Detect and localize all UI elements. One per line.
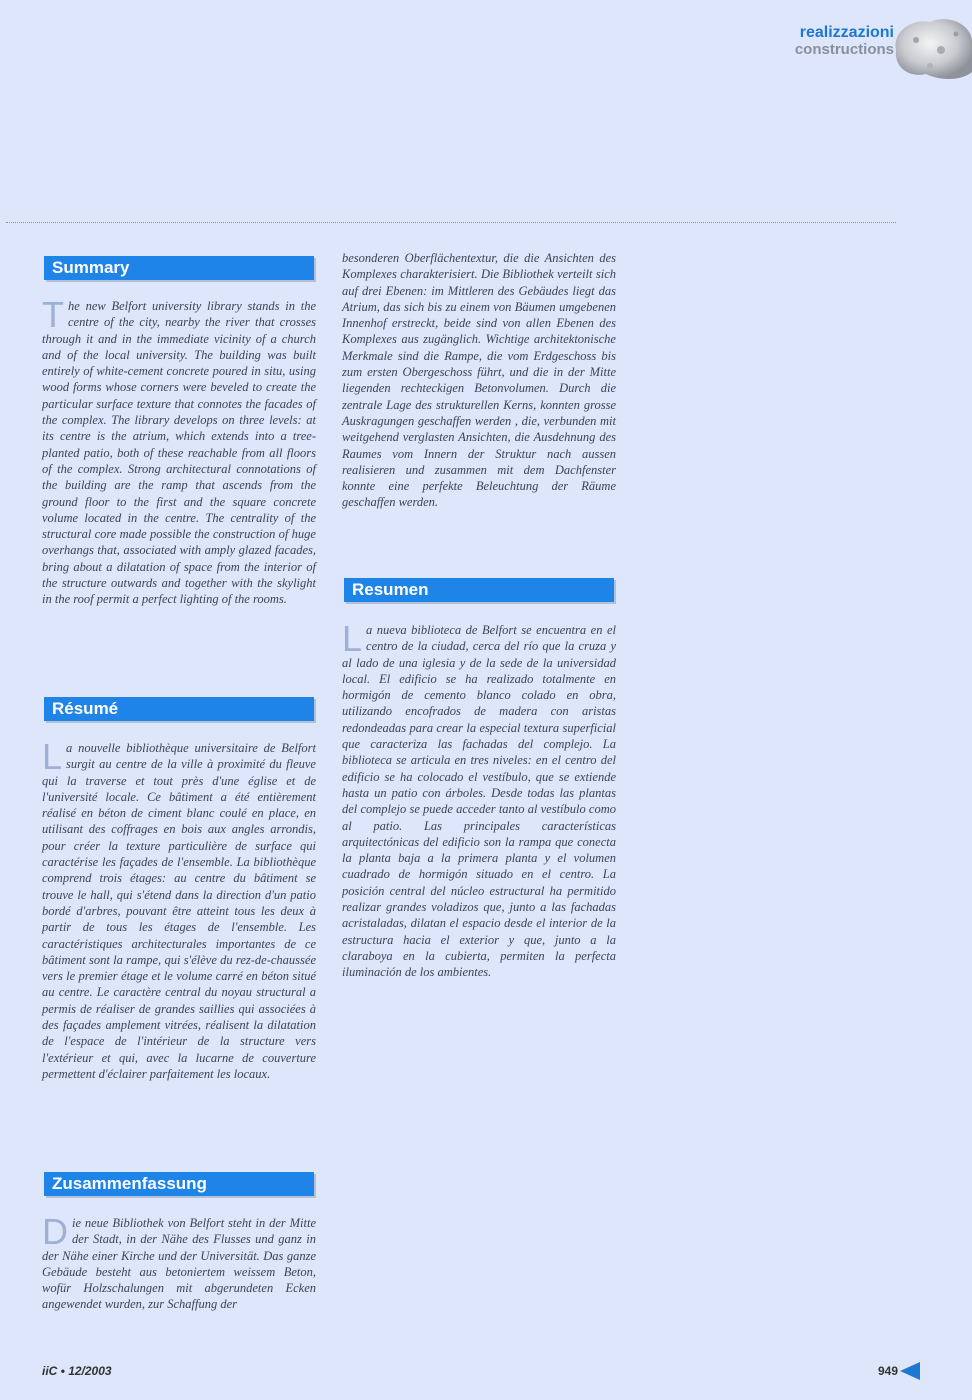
resume-body [42,736,316,1082]
resumen-heading: Resumen [344,578,614,602]
section-tag [795,24,894,58]
resumen-text: a nueva biblioteca de Belfort se encuentra en el centro de la ciudad, cerca del río que la cruza y al lado de una iglesia y de la sede de la universidad local. El edificio se ha realizado totalmente en hormigón de cemento blanco colado en obra, utilizando encofrados de madera con aristas redondeadas para crear la especial textura superficial que caracteriza las fachadas del complejo. La biblioteca se articula en tres niveles: en el centro del edificio se ha colocado el vestíbulo, que se extiende hasta un patio con árboles. Desde todas las plantas del complejo se puede acceder tanto al vestíbulo como al patio. Las principales características arquitectónicas del edificio son la rampa que conecta la planta baja a la primera planta y el volumen cuadrado de hormigón situado en el centro. La posición central del núcleo estructural ha permitido realizar grandes voladizos que, junto a las fachadas acristaladas, dilatan el espacio desde el interior de la estructura hacia el exterior y que, junto a la claraboya en la cubierta, permiten la perfecta iluminación de los ambientes. [342,623,616,980]
resumen-body [342,618,616,981]
zusammenfassung-body [42,1211,316,1313]
page-arrow-icon [900,1362,920,1380]
resume-heading: Résumé [44,697,314,721]
summary-text: he new Belfort university library stands in the centre of the city, nearby the river that crosses through it and in the immediate vicinity of a church and of the local university. The building was built entirely of white-cement concrete poured in situ, using wood forms whose corners were beveled to create the particular surface texture that connotes the facades of the complex. The library develops on three levels: at its centre is the atrium, which extends into a tree-planted patio, both of these reachable from all floors of the complex. Strong architectural connotations of the building are the ramp that ascends from the ground floor to the first and the square concrete volume located in the centre. The centrality of the structural core made possible the construction of huge overhangs that, associated with amply glazed facades, bring about a dilatation of space from the interior of the structure outwards and together with the skylight in the roof permit a perfect lighting of the rooms. [42,299,316,607]
journal-issue: iiC • 12/2003 [42,1364,112,1378]
header-divider [6,222,896,223]
zusammenfassung-heading: Zusammenfassung [44,1172,314,1196]
resumen-dropcap: L [342,618,363,659]
summary-body [42,294,316,608]
resume-text: a nouvelle bibliothèque universitaire de Belfort surgit au centre de la ville à proximité du fleuve qui la traverse et tout près d'une église et de l'université locale. Ce bâtiment a été entièrement réalisé en béton de ciment blanc coulé en place, en utilisant des coffrages en bois aux angles arrondis, pour créer la texture particulière de surface qui caractérise les façades de l'ensemble. La bibliothèque comprend trois étages: au centre du bâtiment se trouve le hall, qui s'étend dans la direction d'un patio bordé d'arbres, pouvant être atteint tous les deux à partir de tous les étages de l'ensemble. Les caractéristiques architecturales importantes de ce bâtiment sont la rampe, qui s'élève du rez-de-chaussée vers le premier étage et le volume carré en béton situé au centre. Le caractère central du noyau structural a permis de réaliser de grandes saillies qui associées à des façades amplement vitrées, réalisent la dilatation de l'espace de l'intérieur de la structure vers l'extérieur et qui, avec la lucarne de couverture permettent d'éclairer parfaitement les locaux. [42,741,316,1081]
summary-dropcap: T [42,294,64,335]
page-number: 949 [877,1364,898,1378]
zusammenfassung-text: ie neue Bibliothek von Belfort steht in der Mitte der Stadt, in der Nähe des Flusses und ganz in der Nähe einer Kirche und der Universität. Das ganze Gebäude besteht aus betoniertem weissem Beton, wofür Holzschalungen mit abgerundeten Ecken angewendet wurden, zur Schaffung der [42,1216,316,1312]
stone-illustration [886,10,972,84]
summary-heading: Summary [44,256,314,280]
section-label-it: realizzazioni [799,24,894,41]
zusammenfassung-continuation: besonderen Oberflächentextur, die die Ansichten des Komplexes charakterisiert. Die Bibliothek verteilt sich auf drei Ebenen: im Mittleren des Gebäudes liegt das Atrium, das sich bis zu einem von Bäumen umgebenen Innenhof erstreckt, beide sind von allen Ebenen des Komplexes aus zugänglich. Wichtige architektonische Merkmale sind die Rampe, die vom Erdgeschoss bis zum ersten Obergeschoss führt, und die in der Mitte liegenden rechteckigen Betonvolumen. Durch die zentrale Lage des strukturellen Kerns, konnten grosse Auskragungen geschaffen werden , die, verbunden mit weitgehend verglasten Ansichten, die Ausdehnung des Raumes vom Innern der Struktur nach aussen realisieren und zusammen mit dem Dachfenster konnte eine perfekte Beleuchtung der Räume geschaffen werden. [342,251,616,510]
zusammenfassung-dropcap: D [42,1211,68,1252]
resume-dropcap: L [42,736,63,777]
section-label-en: constructions [794,41,894,58]
